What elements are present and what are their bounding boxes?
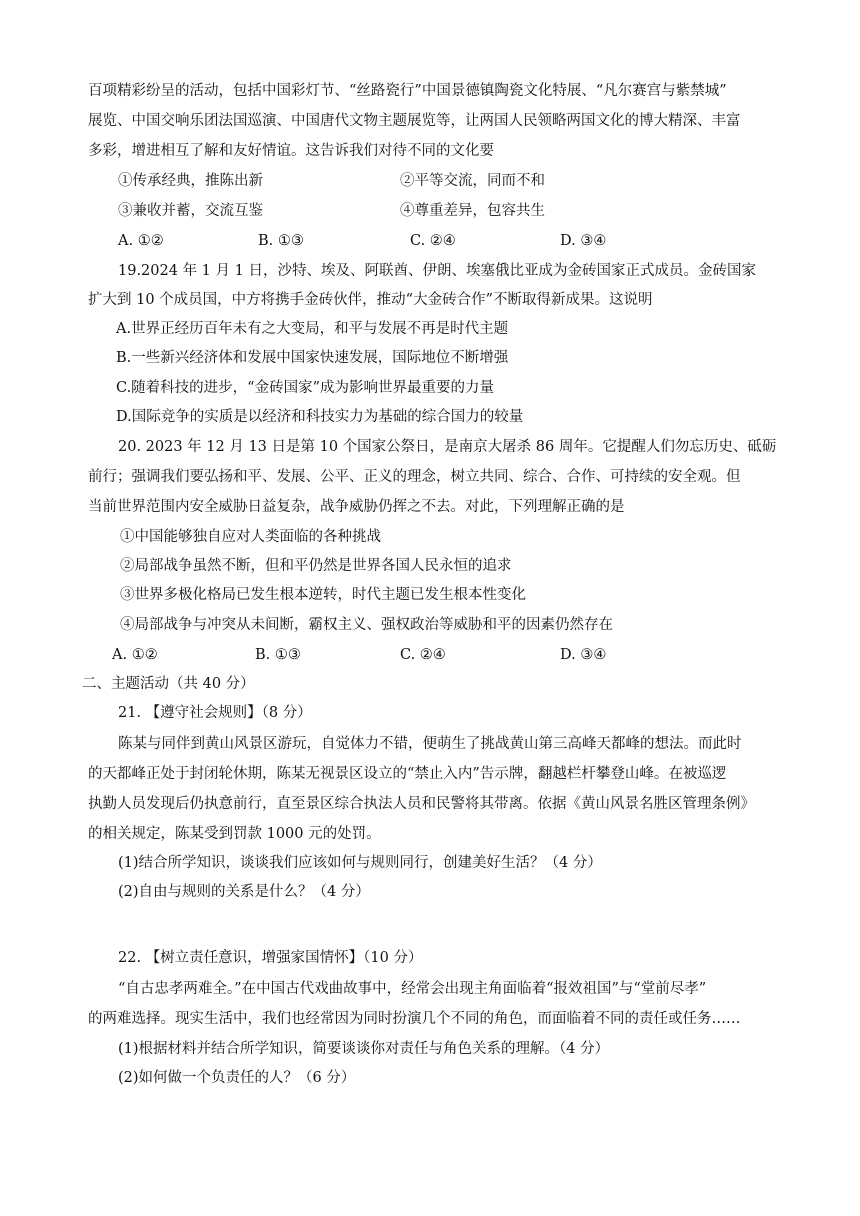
q20-option-a: A. ①② [112, 647, 158, 663]
q18-option-d: D. ③④ [560, 233, 607, 249]
q22-subquestion-1: (1)根据材料并结合所学知识，简要谈谈你对责任与角色关系的理解。（4 分） [118, 1041, 610, 1057]
q20-option-d: D. ③④ [560, 647, 607, 663]
q20-line-3: 当前世界范围内安全威胁日益复杂，战争威胁仍挥之不去。对此，下列理解正确的是 [88, 499, 625, 515]
q20-line-2: 前行；强调我们要弘扬和平、发展、公平、正义的理念，树立共同、综合、合作、可持续的安全观。但 [88, 469, 741, 485]
q21-line-2: 的天都峰正处于封闭轮休期，陈某无视景区设立的“禁止入内”告示牌，翻越栏杆攀登山峰。在被巡逻 [88, 766, 727, 782]
q18-item-2: ②平等交流，同而不和 [400, 173, 545, 189]
q20-item-1: ①中国能够独自应对人类面临的各种挑战 [120, 529, 381, 545]
q20-line-1: 20. 2023 年 12 月 13 日是第 10 个国家公祭日，是南京大屠杀 86 周年。它提醒人们勿忘历史、砥砺 [118, 439, 777, 455]
q18-line-3: 多彩，增进相互了解和友好情谊。这告诉我们对待不同的文化要 [88, 143, 494, 159]
q20-item-2: ②局部战争虽然不断，但和平仍然是世界各国人民永恒的追求 [120, 558, 512, 574]
q21-line-3: 执勤人员发现后仍执意前行，直至景区综合执法人员和民警将其带离。依据《黄山风景名胜区管理条例》 [88, 796, 755, 812]
q18-item-1: ①传承经典，推陈出新 [118, 173, 263, 189]
q18-option-c: C. ②④ [410, 233, 456, 249]
q22-title: 22. 【树立责任意识，增强家国情怀】（10 分） [118, 950, 423, 966]
q22-subquestion-2: (2)如何做一个负责任的人？（6 分） [118, 1070, 356, 1086]
q18-line-2: 展览、中国交响乐团法国巡演、中国唐代文物主题展览等，让两国人民领略两国文化的博大精深、丰富 [88, 113, 741, 129]
q19-option-b: B.一些新兴经济体和发展中国家快速发展，国际地位不断增强 [116, 350, 509, 366]
section-heading: 二、主题活动（共 40 分） [82, 676, 255, 692]
q22-line-1: “自古忠孝两难全。”在中国古代戏曲故事中，经常会出现主角面临着“报效祖国”与“堂前尽孝” [118, 981, 707, 997]
q19-option-d: D.国际竞争的实质是以经济和科技实力为基础的综合国力的较量 [116, 409, 524, 425]
q21-subquestion-1: (1)结合所学知识，谈谈我们应该如何与规则同行，创建美好生活？（4 分） [118, 855, 602, 871]
q21-line-1: 陈某与同伴到黄山风景区游玩，自觉体力不错，便萌生了挑战黄山第三高峰天都峰的想法。而此时 [118, 736, 742, 752]
q20-item-4: ④局部战争与冲突从未间断，霸权主义、强权政治等威胁和平的因素仍然存在 [120, 617, 613, 633]
q20-option-b: B. ①③ [255, 647, 301, 663]
q18-option-b: B. ①③ [258, 233, 304, 249]
q19-line-1: 19.2024 年 1 月 1 日，沙特、埃及、阿联酋、伊朗、埃塞俄比亚成为金砖国家正式成员。金砖国家 [118, 263, 756, 279]
q21-subquestion-2: (2)自由与规则的关系是什么？（4 分） [118, 884, 370, 900]
q22-line-2: 的两难选择。现实生活中，我们也经常因为同时扮演几个不同的角色，而面临着不同的责任或任务…… [88, 1011, 741, 1027]
q19-option-a: A.世界正经历百年未有之大变局，和平与发展不再是时代主题 [116, 321, 509, 337]
q18-item-4: ④尊重差异，包容共生 [400, 203, 545, 219]
q18-item-3: ③兼收并蓄，交流互鉴 [118, 203, 263, 219]
q21-line-4: 的相关规定，陈某受到罚款 1000 元的处罚。 [88, 826, 381, 842]
q20-item-3: ③世界多极化格局已发生根本逆转，时代主题已发生根本性变化 [120, 587, 526, 603]
q19-line-2: 扩大到 10 个成员国，中方将携手金砖伙伴，推动“大金砖合作”不断取得新成果。这说明 [88, 292, 653, 308]
q21-title: 21. 【遵守社会规则】（8 分） [118, 705, 312, 721]
q20-option-c: C. ②④ [400, 647, 446, 663]
q19-option-c: C.随着科技的进步，“金砖国家”成为影响世界最重要的力量 [116, 380, 495, 396]
q18-option-a: A. ①② [118, 233, 164, 249]
q18-line-1: 百项精彩纷呈的活动，包括中国彩灯节、“丝路瓷行”中国景德镇陶瓷文化特展、“凡尔赛宫与紫禁城” [88, 83, 727, 99]
